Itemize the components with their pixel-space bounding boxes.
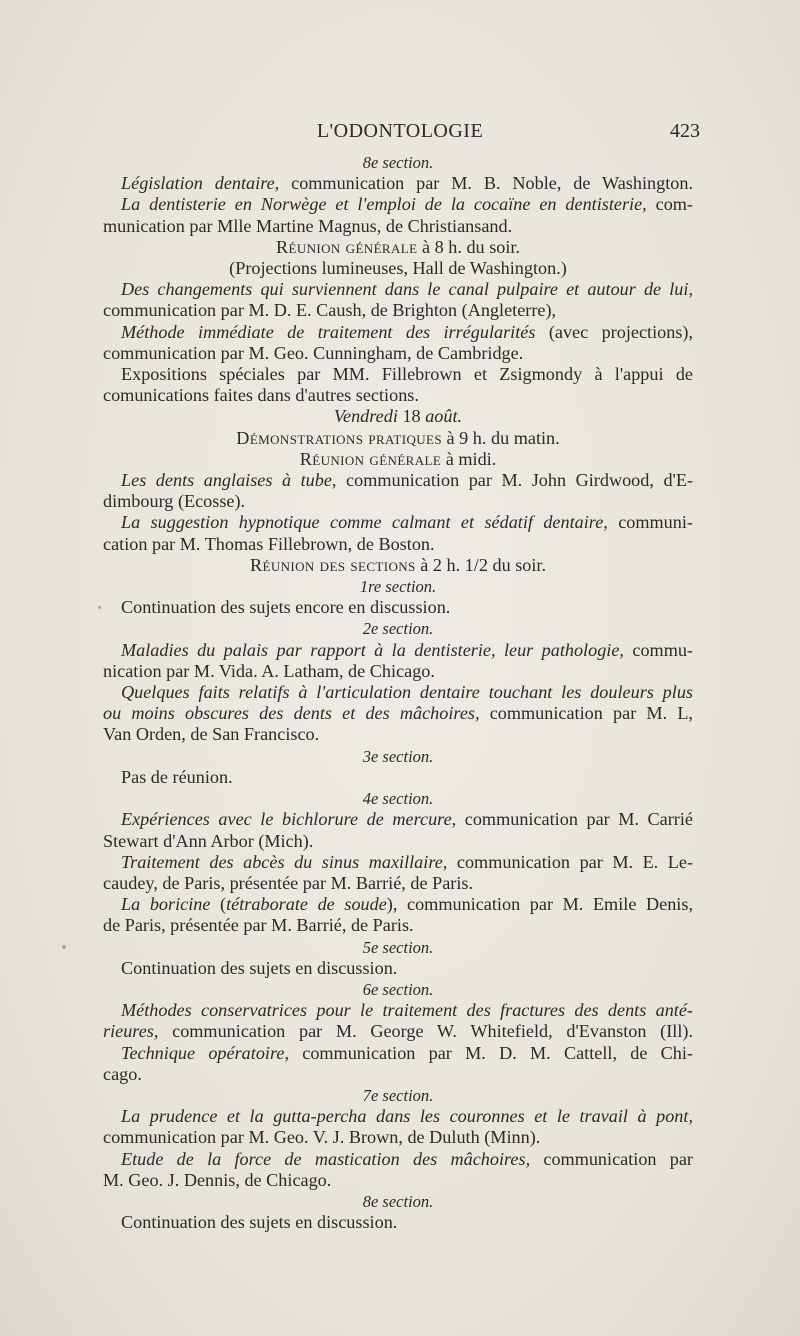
section-heading: 5e section. [362,937,434,957]
text-line: communication par M. Geo. Cunningham, de Cambridge. [103,342,524,363]
section-heading: 8e section. [362,1191,434,1211]
text-line: cago. [103,1063,142,1084]
text-line: Maladies du palais par rapport à la dentisterie, leur pathologie, commu- [121,639,693,660]
text-line: cation par M. Thomas Fillebrown, de Boston. [103,533,435,554]
text-line: Quelques faits relatifs à l'articulation dentaire touchant les douleurs plus [121,682,693,703]
text-line: munication par Mlle Martine Magnus, de Christiansand. [103,215,513,236]
text-line: Continuation des sujets encore en discussion. [121,597,451,618]
date-heading: Vendredi 18 août. [333,406,463,427]
meeting-heading: Démonstrations pratiques à 9 h. du matin. [236,427,560,448]
text-line: M. Geo. J. Dennis, de Chicago. [103,1169,332,1190]
text-line: de Paris, présentée par M. Barrié, de Paris. [103,915,414,936]
section-heading: 4e section. [362,789,434,809]
text-line: Continuation des sujets en discussion. [121,1212,398,1233]
text-line: communication par M. Geo. V. J. Brown, de Duluth (Minn). [103,1127,541,1148]
section-heading: 6e section. [362,979,434,999]
text-line: (Projections lumineuses, Hall de Washington.) [229,258,567,279]
text-line: ou moins obscures des dents et des mâchoires, communication par M. L, [103,703,693,724]
page-header [105,120,700,148]
text-line: La dentisterie en Norwège et l'emploi de la cocaïne en dentisterie, com- [121,194,693,215]
text-line: Expositions spéciales par MM. Fillebrown et Zsigmondy à l'appui de [121,364,693,385]
text-line: Méthodes conservatrices pour le traitement des fractures des dents anté- [121,1000,693,1021]
text-line: Expériences avec le bichlorure de mercure, communication par M. Carrié [121,809,693,830]
text-line: Van Orden, de San Francisco. [103,724,320,745]
text-line: communication par M. D. E. Caush, de Brighton (Angleterre), [103,300,557,321]
text-line: Stewart d'Ann Arbor (Mich). [103,830,314,851]
text-line: comunications faites dans d'autres sections. [103,385,419,406]
text-line: Technique opératoire, communication par M. D. M. Cattell, de Chi- [121,1042,693,1063]
text-line: Etude de la force de mastication des mâchoires, communication par [121,1148,693,1169]
text-line: nication par M. Vida. A. Latham, de Chicago. [103,660,435,681]
text-line: Méthode immédiate de traitement des irrégularités (avec projections), [121,321,693,342]
section-heading: 8e section. [362,153,434,172]
text-line: Les dents anglaises à tube, communication par M. John Girdwood, d'E- [121,470,693,491]
text-line: La suggestion hypnotique comme calmant et sédatif dentaire, communi- [121,512,693,533]
text-line: rieures, communication par M. George W. Whitefield, d'Evanston (Ill). [103,1021,693,1042]
text-line: Continuation des sujets en discussion. [121,957,398,978]
running-title: L'ODONTOLOGIE [316,120,484,142]
text-line: caudey, de Paris, présentée par M. Barrié, de Paris. [103,872,474,893]
section-heading: 7e section. [362,1085,434,1105]
page-body [103,152,693,1233]
text-line: La boricine (tétraborate de soude), communication par M. Emile Denis, [121,894,693,915]
section-heading: 1re section. [359,577,437,597]
meeting-heading: Réunion générale à 8 h. du soir. [275,236,521,257]
section-heading: 3e section. [362,746,434,766]
meeting-heading: Réunion des sections à 2 h. 1/2 du soir. [249,554,547,575]
paper-speck [62,945,66,949]
text-line: Des changements qui surviennent dans le canal pulpaire et autour de lui, [121,279,693,300]
paper-speck [98,606,101,609]
section-heading: 2e section. [362,619,434,639]
meeting-heading: Réunion générale à midi. [299,448,497,469]
text-line: Législation dentaire, communication par M. B. Noble, de Washington. [121,173,693,194]
page-number: 423 [670,120,700,142]
text-line: dimbourg (Ecosse). [103,491,246,512]
text-line: La prudence et la gutta-percha dans les couronnes et le travail à pont, [121,1106,693,1127]
text-line: Traitement des abcès du sinus maxillaire, communication par M. E. Le- [121,851,693,872]
text-line: Pas de réunion. [121,766,233,787]
